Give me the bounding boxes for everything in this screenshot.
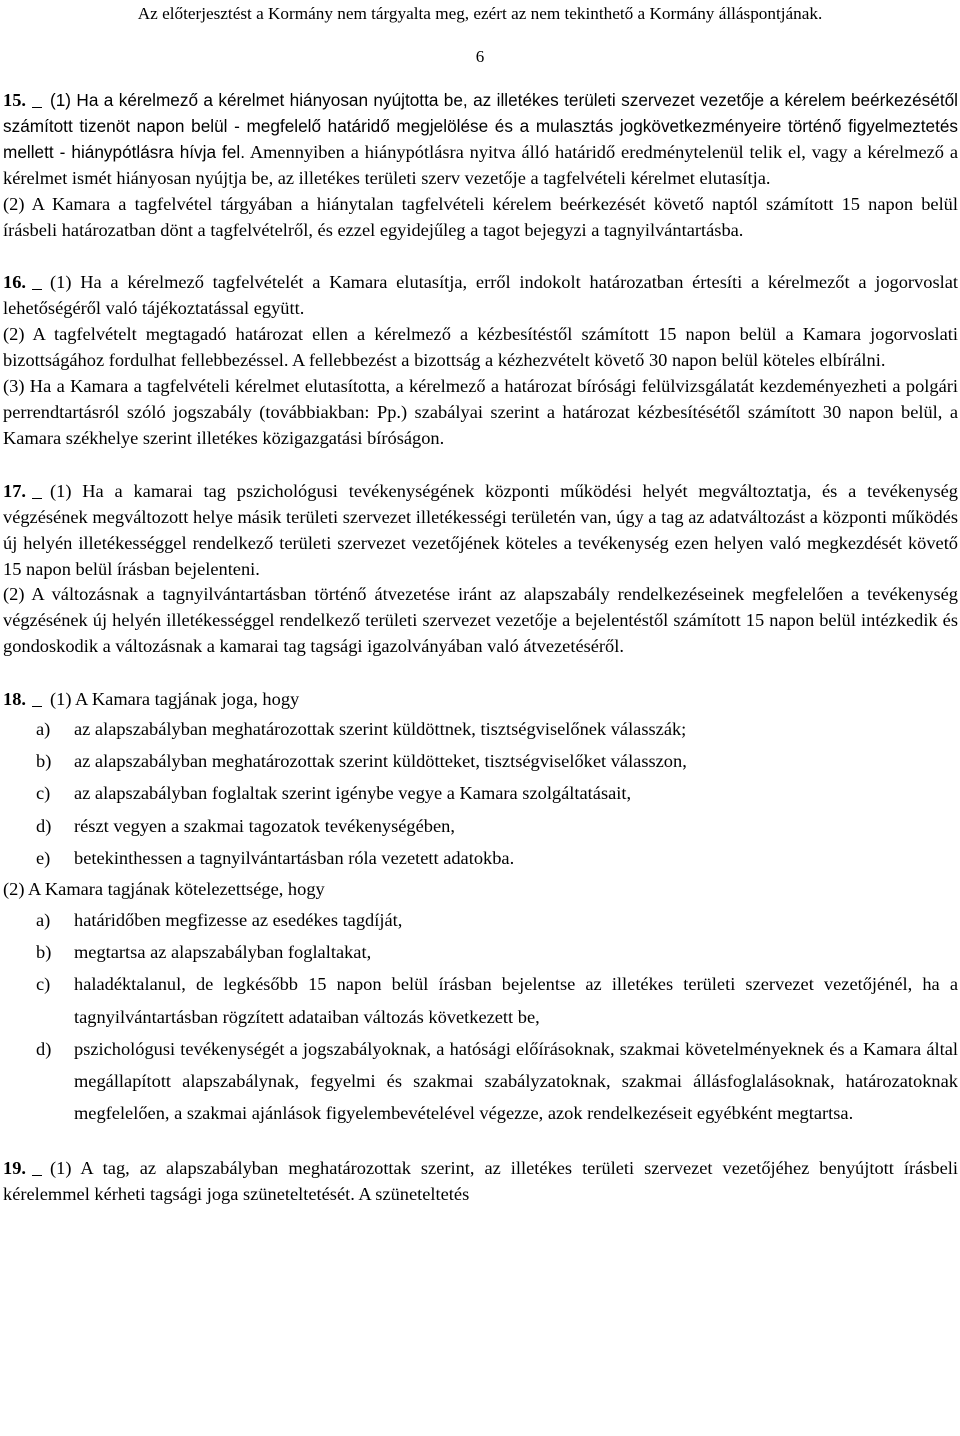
list-item: a) az alapszabályban meghatározottak szerint küldöttnek, tisztségviselőnek válasszák; <box>36 719 687 740</box>
section-18-text: (1) A Kamara tagjának joga, hogy <box>50 689 300 710</box>
section-number: 15. <box>3 90 26 110</box>
list-item: b) az alapszabályban meghatározottak szerint küldötteket, tisztségviselőket válasszon, <box>36 751 687 772</box>
section-19-text: (1) A tag, az alapszabályban meghatározottak szerint, az illetékes területi szervezet vezetőjéhez benyújtott írásbeli kérelemmel kérheti tagsági joga szüneteltetését. A szüneteltetés <box>3 1158 958 1205</box>
section-symbol-icon <box>32 481 42 499</box>
section-symbol-icon <box>32 90 42 108</box>
list-item: d) részt vegyen a szakmai tagozatok tevékenységében, <box>36 815 455 836</box>
document-body <box>3 88 958 1208</box>
member-duties-list <box>3 904 958 1129</box>
section-18-para-1 <box>3 687 958 713</box>
section-symbol-icon <box>32 1158 42 1176</box>
section-19-para-1 <box>3 1156 958 1208</box>
list-item: d) pszichológusi tevékenységét a jogszabályoknak, a hatósági előírásoknak, szakmai követelményeknek és a Kamara által megállapított alapszabálynak, fegyelmi és szakmai szabályzatoknak, szakmai állásfoglalásoknak, határozatoknak megfelelően, a szakmai ajánlások figyelembevételével végezze, azok rendelkezéseit egyébként megtartsa. <box>36 1038 958 1124</box>
section-16-para-3: (3) Ha a Kamara a tagfelvételi kérelmet elutasította, a kérelmező a határozat bírósági felülvizsgálatát kezdeményezheti a polgári perrendtartásról szóló jogszabály (továbbiakban: Pp.) szabályai szerint a határozat kézbesítésétől számított 30 napon belül, a Kamara székhelye szerint illetékes közigazgatási bíróságon. <box>3 376 958 448</box>
section-number: 17. <box>3 480 26 501</box>
list-item: b) megtartsa az alapszabályban foglaltakat, <box>36 942 372 963</box>
section-symbol-icon <box>32 272 42 290</box>
section-15-text-a: (1) Ha a kérelmező a kérelmet hiányosan nyújtotta be, az illetékes területi szervezet vezetője a kérelem beérkezésétől számított tizenöt napon belül - megfelelő határidő megjelölése és a mulasztás jogkövetkezményeire történő figyelmeztetés mellett - hiánypótlásra hívja fel. <box>3 90 958 162</box>
header-notice: Az előterjesztést a Kormány nem tárgyalta meg, ezért az nem tekinthető a Kormány álláspontjának. <box>137 4 823 23</box>
list-item: e) betekinthessen a tagnyilvántartásban róla vezetett adatokba. <box>36 847 515 868</box>
section-17-para-1 <box>3 479 958 583</box>
section-symbol-icon <box>32 689 42 707</box>
member-rights-list <box>3 713 958 874</box>
section-16-para-2: (2) A tagfelvételt megtagadó határozat ellen a kérelmező a kézbesítéstől számított 15 napon belül a Kamara jogorvoslati bizottságához fordulhat fellebbezéssel. A fellebbezést a bizottság a kézhezvételt követő 30 napon belül köteles elbírálni. <box>3 324 958 371</box>
section-17-para-2: (2) A változásnak a tagnyilvántartásban történő átvezetése iránt az alapszabály rendelkezéseinek megfelelően a tevékenység végzésének új helyén illetékességgel rendelkező területi szervezet vezetője a bejelentéstől számított 15 napon belül intézkedik és gondoskodik a változásnak a kamarai tag tagsági igazolványában való átvezetéséről. <box>3 584 958 657</box>
section-number: 19. <box>3 1158 26 1179</box>
section-15-para-1 <box>3 88 958 192</box>
section-17-text: (1) Ha a kamarai tag pszichológusi tevékenységének központi működési helyét megváltoztatja, és a tevékenység végzésének megváltozott helye másik területi szervezet illetékességi területén van, úgy a tag az adatváltozást a központi működés új helyén illetékességgel rendelkező területi szervezet vezetőjének köteles a tevékenység ezen helyen való megkezdését követő 15 napon belül írásban bejelenteni. <box>3 480 958 579</box>
section-15-para-2: (2) A Kamara a tagfelvétel tárgyában a hiánytalan tagfelvételi kérelem beérkezését követő naptól számított 15 napon belül írásbeli határozatban dönt a tagfelvételről, és ezzel egyidejűleg a tagot bejegyzi a tagnyilvántartásba. <box>3 193 958 240</box>
section-16-text: (1) Ha a kérelmező tagfelvételét a Kamara elutasítja, erről indokolt határozatban értesíti a kérelmezőt a jogorvoslat lehetőségéről való tájékoztatással együtt. <box>3 272 958 319</box>
section-16-para-1 <box>3 270 958 322</box>
list-item: a) határidőben megfizesse az esedékes tagdíját, <box>36 910 403 931</box>
page-number: 6 <box>475 47 485 66</box>
list-item: c) az alapszabályban foglaltak szerint igénybe vegye a Kamara szolgáltatásait, <box>36 783 632 804</box>
list-item: c) haladéktalanul, de legkésőbb 15 napon belül írásban bejelentse az illetékes területi szervezet vezetőjénél, ha a tagnyilvántartásban rögzített adataiban változás következett be, <box>36 974 958 1027</box>
section-number: 18. <box>3 689 26 710</box>
section-number: 16. <box>3 272 26 293</box>
section-18-para-2: (2) A Kamara tagjának kötelezettsége, hogy <box>3 879 325 900</box>
section-15-text-b: Amennyiben a hiánypótlásra nyitva álló határidő eredménytelenül telik el, vagy a kérelmező a kérelmet ismét hiányosan nyújtja be, az illetékes területi szerv vezetője a tagfelvételi kérelmet elutasítja. <box>3 141 958 188</box>
